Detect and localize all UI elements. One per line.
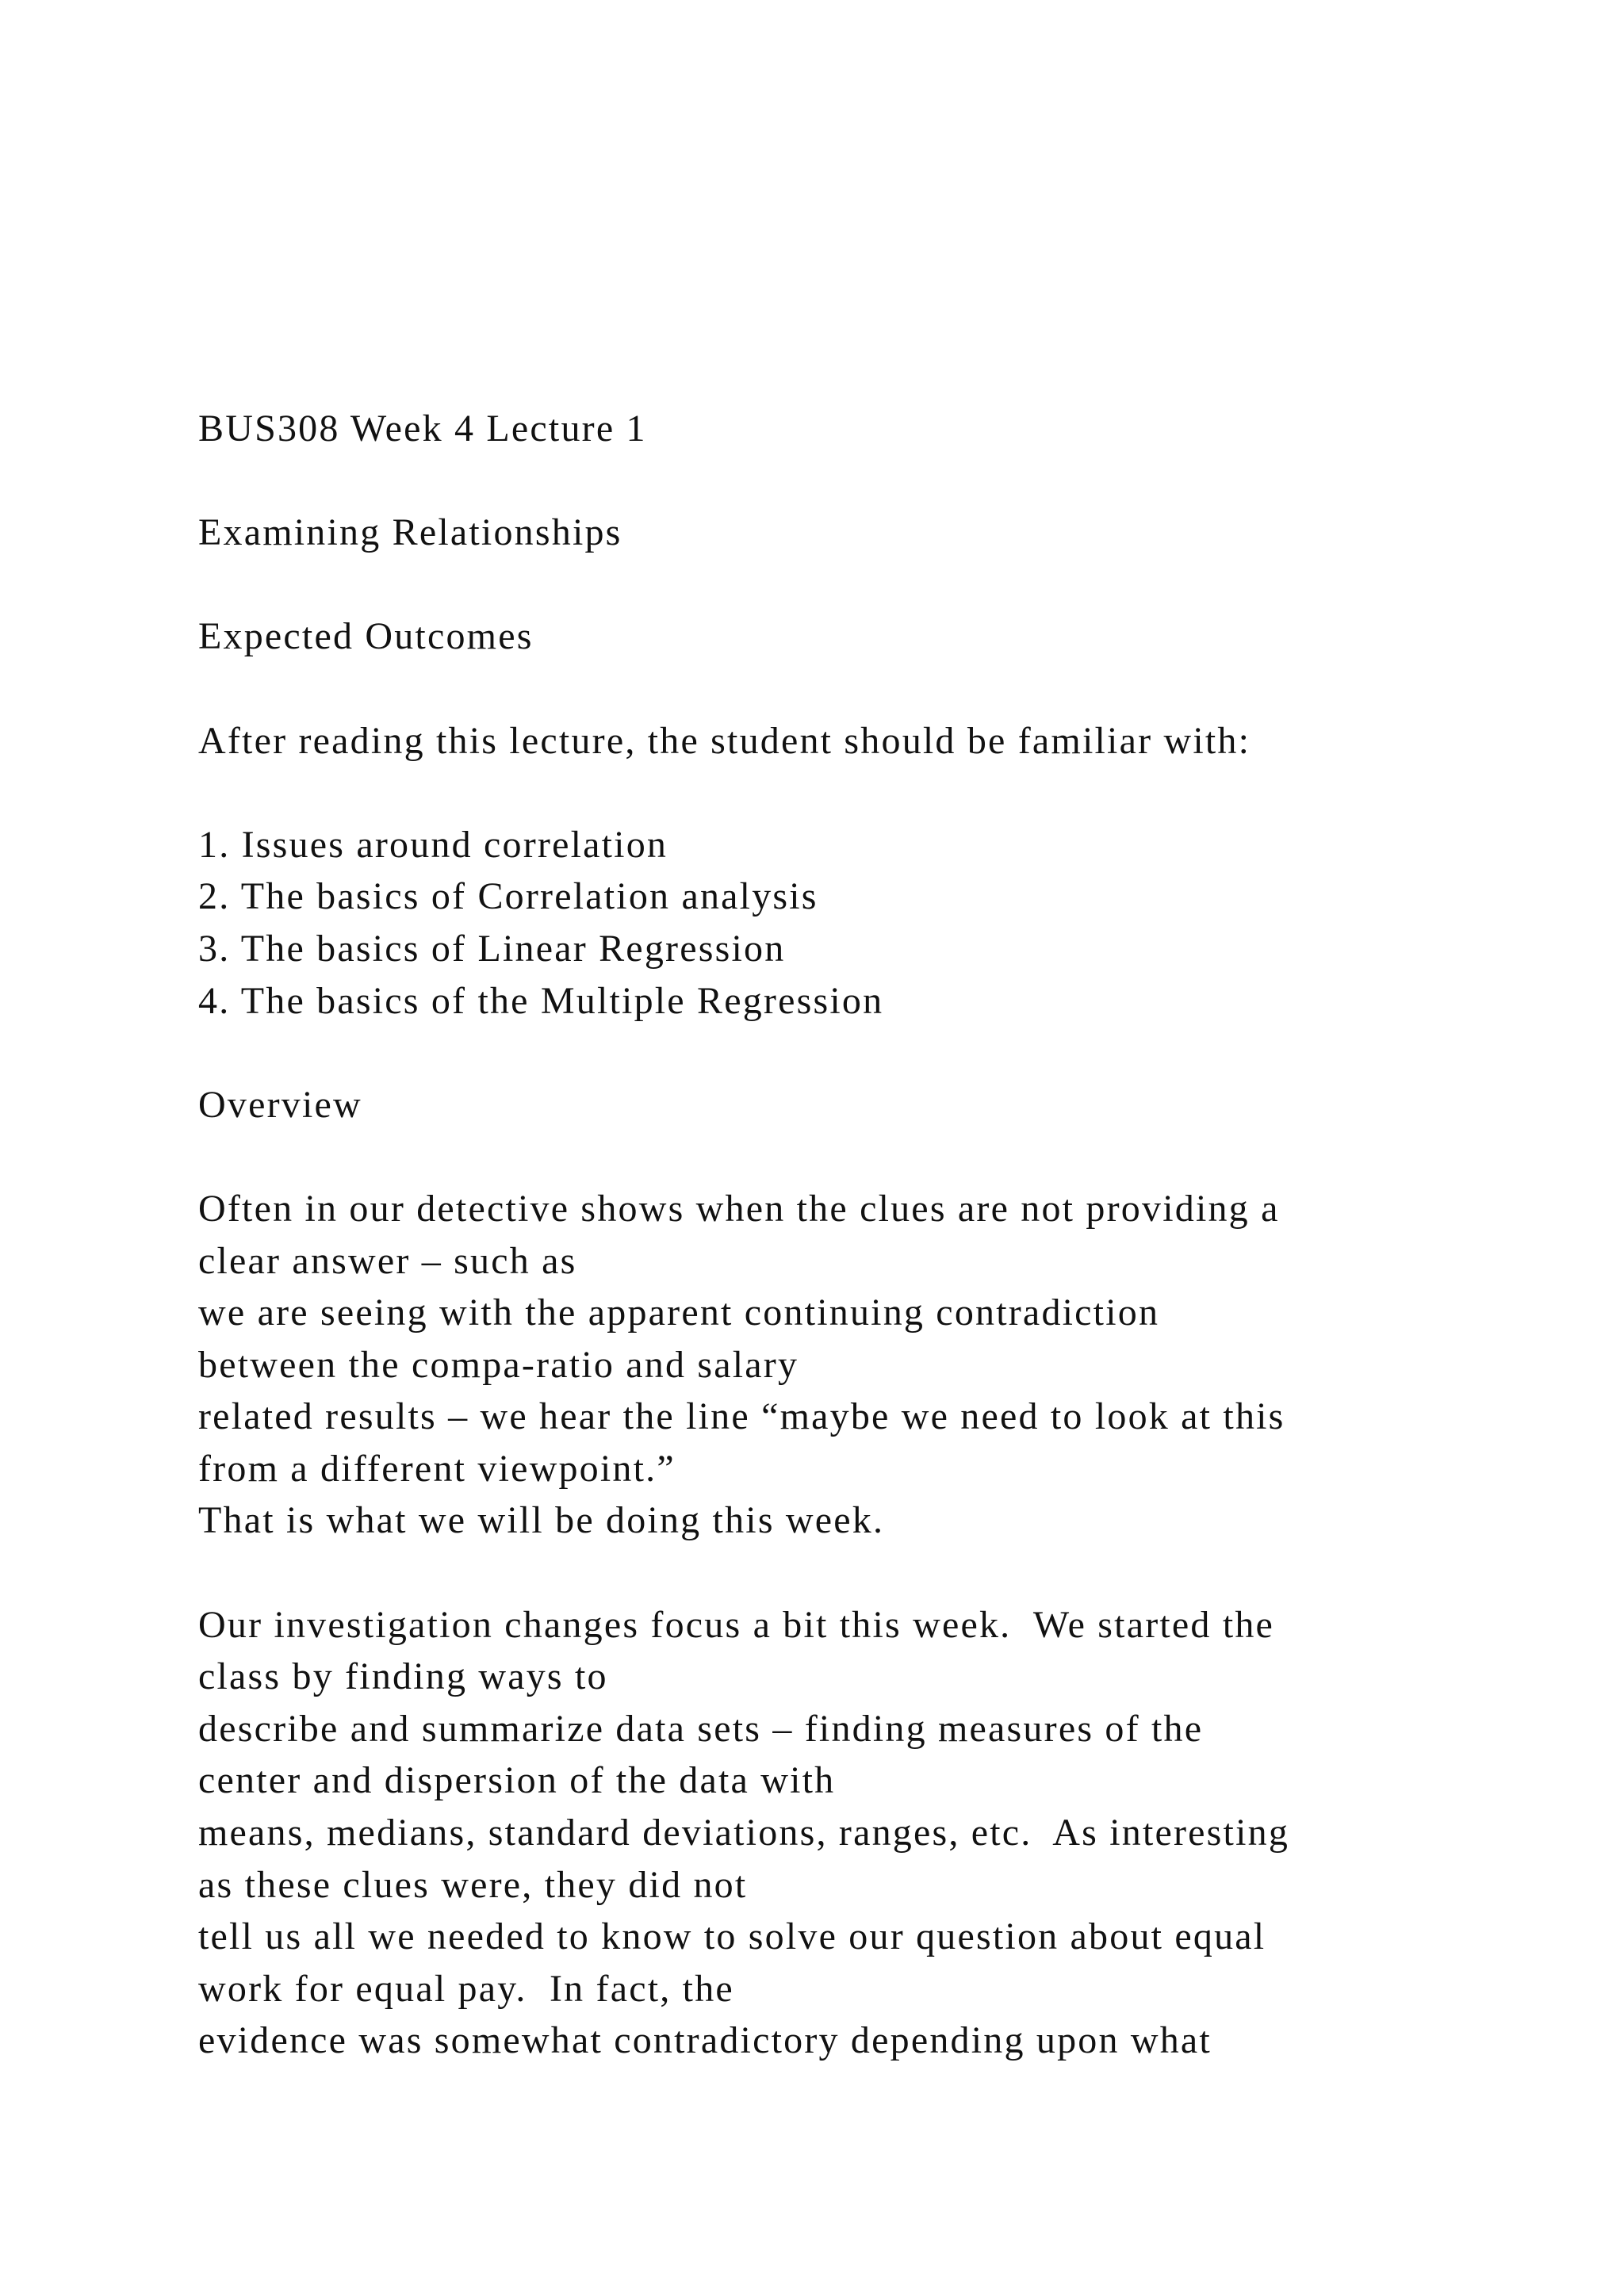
outcome-item: 4. The basics of the Multiple Regression (198, 979, 884, 1022)
paragraph-line: describe and summarize data sets – finding measures of the (198, 1707, 1204, 1750)
paragraph-line: That is what we will be doing this week. (198, 1499, 885, 1542)
paragraph-line: means, medians, standard deviations, ranges, etc. As interesting (198, 1812, 1290, 1854)
spacer (198, 1027, 1546, 1079)
paragraph-line: evidence was somewhat contradictory depending upon what (198, 2019, 1212, 2062)
spacer (198, 1547, 1546, 1599)
paragraph-line: related results – we hear the line “maybe we need to look at this (198, 1395, 1285, 1438)
paragraph-line: class by finding ways to (198, 1655, 608, 1698)
paragraph-line: as these clues were, they did not (198, 1863, 748, 1906)
document-title: BUS308 Week 4 Lecture 1 (198, 408, 647, 450)
spacer (198, 455, 1546, 507)
paragraph-line: Our investigation changes focus a bit this week. We started the (198, 1603, 1275, 1646)
paragraph-line: between the compa-ratio and salary (198, 1343, 799, 1386)
section-heading-overview: Overview (198, 1083, 362, 1126)
spacer (198, 663, 1546, 715)
paragraph-line: tell us all we needed to know to solve our question about equal (198, 1915, 1266, 1958)
spacer (198, 559, 1546, 611)
paragraph-line: center and dispersion of the data with (198, 1759, 836, 1802)
outcome-item: 2. The basics of Correlation analysis (198, 875, 818, 918)
outcome-item: 1. Issues around correlation (198, 823, 668, 866)
document-body (198, 403, 1546, 2067)
paragraph-line: from a different viewpoint.” (198, 1447, 676, 1490)
paragraph-line: work for equal pay. In fact, the (198, 1967, 734, 2010)
spacer (198, 1131, 1546, 1183)
spacer (198, 767, 1546, 819)
paragraph-line: Often in our detective shows when the clues are not providing a (198, 1187, 1280, 1230)
outcome-item: 3. The basics of Linear Regression (198, 927, 786, 970)
paragraph-line: we are seeing with the apparent continuing contradiction (198, 1292, 1160, 1334)
section-heading-outcomes: Expected Outcomes (198, 615, 534, 658)
intro-text: After reading this lecture, the student should be familiar with: (198, 719, 1251, 762)
document-subtitle: Examining Relationships (198, 511, 622, 554)
paragraph-line: clear answer – such as (198, 1239, 577, 1282)
